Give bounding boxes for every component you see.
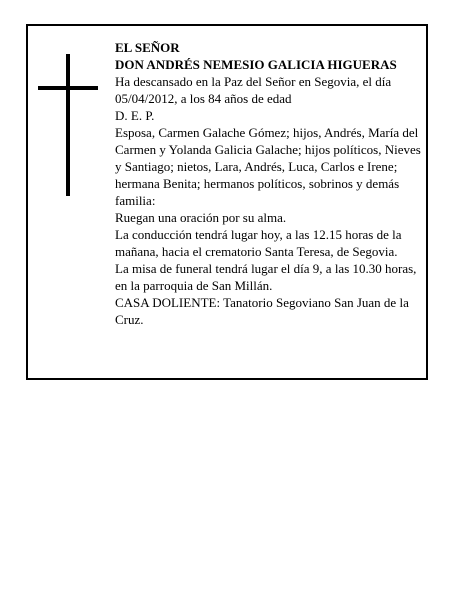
family-list: Esposa, Carmen Galache Gómez; hijos, Andrés, María del Carmen y Yolanda Galicia Galache; hijos políticos, Nieves y Santiago; nietos, Lara, Andrés, Luca, Carlos e Irene; hermana Benita; hermanos políticos, sobrinos y demás familia: bbox=[115, 125, 421, 208]
funeral-mass-info: La misa de funeral tendrá lugar el día 9, a las 10.30 horas, en la parroquia de San Millán. bbox=[115, 261, 417, 293]
prayer-request: Ruegan una oración por su alma. bbox=[115, 210, 287, 225]
notice-title: EL SEÑOR bbox=[115, 40, 180, 55]
deceased-name: DON ANDRÉS NEMESIO GALICIA HIGUERAS bbox=[115, 57, 397, 72]
procession-info: La conducción tendrá lugar hoy, a las 12.15 horas de la mañana, hacia el crematorio Santa Teresa, de Segovia. bbox=[115, 227, 402, 259]
cross-horizontal-bar bbox=[38, 86, 98, 90]
cross-vertical-bar bbox=[66, 54, 70, 196]
death-announcement: Ha descansado en la Paz del Señor en Segovia, el día 05/04/2012, a los 84 años de edad bbox=[115, 74, 392, 106]
rip-line: D. E. P. bbox=[115, 108, 155, 123]
cross-icon bbox=[38, 54, 98, 196]
obituary-notice bbox=[26, 24, 428, 380]
mourning-house: CASA DOLIENTE: Tanatorio Segoviano San Juan de la Cruz. bbox=[115, 295, 409, 327]
notice-text bbox=[115, 39, 421, 328]
